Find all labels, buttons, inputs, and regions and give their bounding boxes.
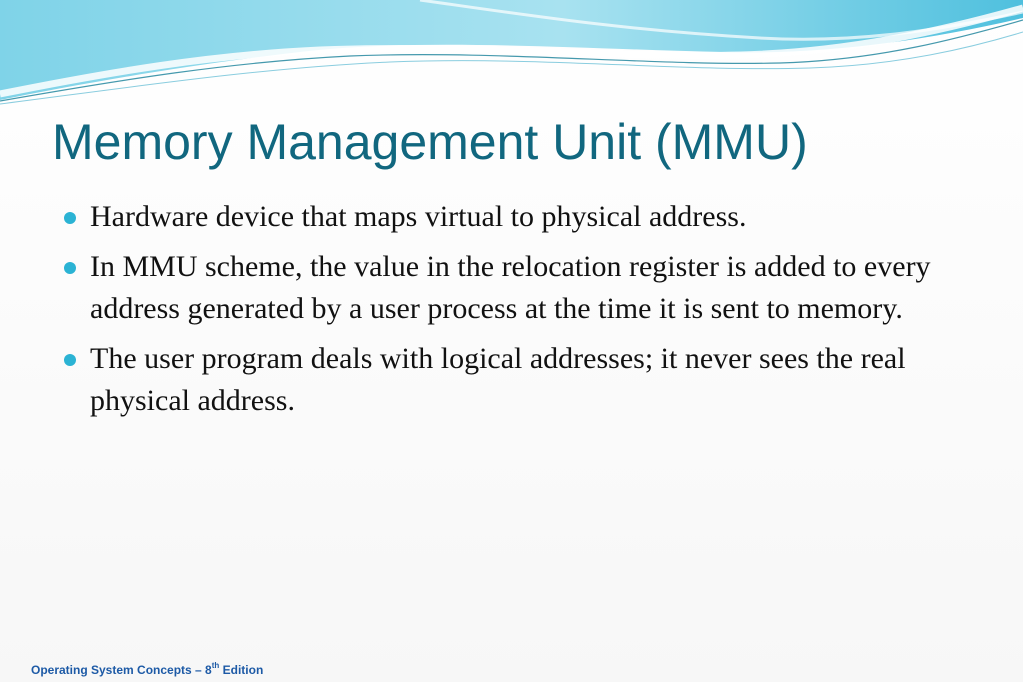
footer-suffix: Edition [219,663,264,677]
bullet-item [62,338,962,422]
footer-prefix: Operating System Concepts – 8 [31,663,212,677]
bullet-text: The user program deals with logical addresses; it never sees the real physical address. [90,342,906,417]
bullet-list [62,196,962,430]
slide-title: Memory Management Unit (MMU) [52,114,808,170]
bullet-item [62,246,962,330]
bullet-item [62,196,962,238]
footer-text [31,663,263,677]
bullet-dot-icon [64,262,76,274]
header-wave-decoration [0,0,1023,120]
bullet-text: In MMU scheme, the value in the relocation register is added to every address generated by a user process at the time it is sent to memory. [90,250,931,325]
bullet-dot-icon [64,212,76,224]
bullet-dot-icon [64,354,76,366]
bullet-text: Hardware device that maps virtual to physical address. [90,200,747,233]
footer-superscript: th [211,661,220,670]
